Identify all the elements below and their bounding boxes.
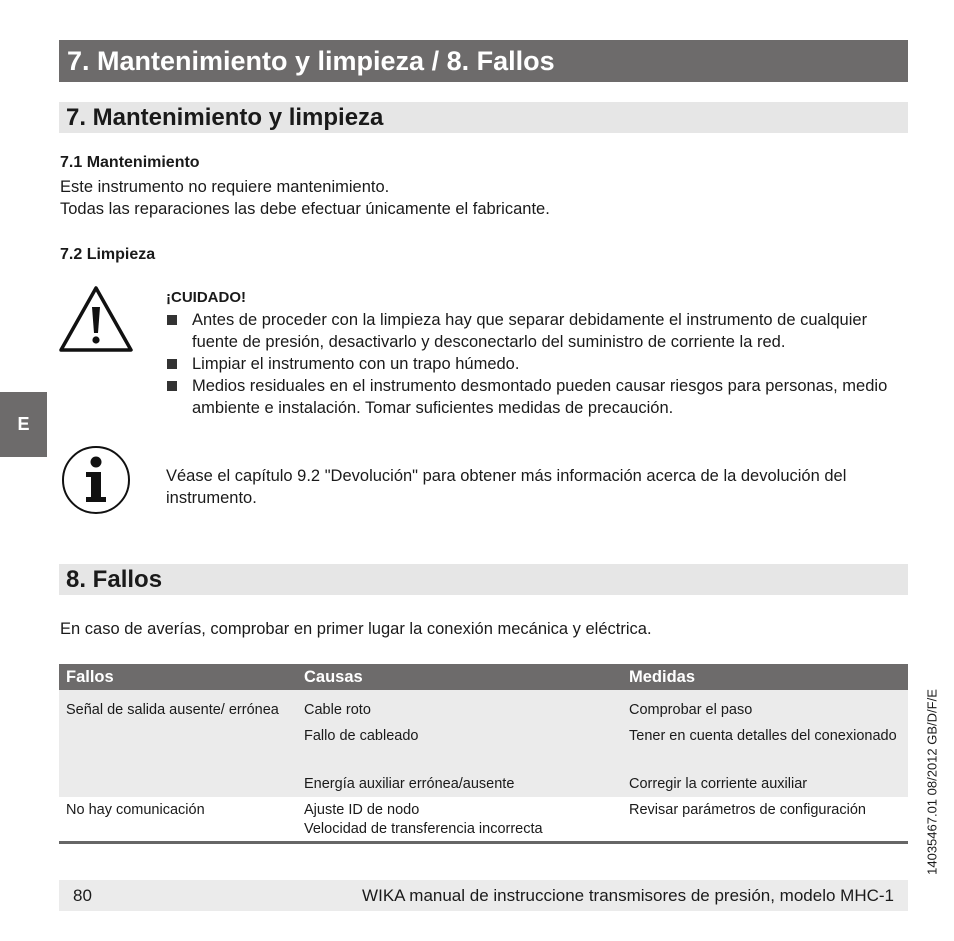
language-tab: E xyxy=(0,392,47,457)
measure-cell: Corregir la corriente auxiliar xyxy=(629,776,808,792)
page-number: 80 xyxy=(73,886,92,905)
list-item: Limpiar el instrumento con un trapo húmedo. xyxy=(166,353,906,375)
measure-cell: Comprobar el paso xyxy=(629,702,753,718)
list-item: Medios residuales en el instrumento desmontado pueden causar riesgos para personas, medio ambiente e instalación. Tomar suficientes medidas de precaución. xyxy=(166,375,906,419)
maintenance-line-1: Este instrumento no requiere mantenimiento. xyxy=(60,178,390,196)
header-causas: Causas xyxy=(297,664,622,690)
faults-table xyxy=(59,664,908,844)
info-note-text: Véase el capítulo 9.2 "Devolución" para obtener más información acerca de la devolución del instrumento. xyxy=(166,467,847,507)
faults-intro: En caso de averías, comprobar en primer lugar la conexión mecánica y eléctrica. xyxy=(60,620,652,638)
cause-line: Ajuste ID de nodo xyxy=(304,802,420,818)
maintenance-text xyxy=(60,176,550,220)
measure-cell: Tener en cuenta detalles del conexionado xyxy=(629,728,897,744)
section-7-title: 7. Mantenimiento y limpieza xyxy=(59,102,908,133)
table-row xyxy=(59,797,908,843)
page-title: 7. Mantenimiento y limpieza / 8. Fallos xyxy=(59,40,908,82)
fault-cell: No hay comunicación xyxy=(66,802,205,818)
document-code-text: 14035467.01 08/2012 GB/D/F/E xyxy=(924,689,940,875)
page-footer xyxy=(59,880,908,911)
bullet-square-icon xyxy=(167,315,177,325)
cause-cell xyxy=(297,797,622,843)
cause-cell: Energía auxiliar errónea/ausente xyxy=(304,776,515,792)
maintenance-line-2: Todas las reparaciones las debe efectuar únicamente el fabricante. xyxy=(60,200,550,218)
cause-line: Velocidad de transferencia incorrecta xyxy=(304,821,543,837)
table-row xyxy=(59,690,908,727)
caution-heading: ¡CUIDADO! xyxy=(166,289,246,306)
bullet-square-icon xyxy=(167,381,177,391)
caution-list xyxy=(166,309,906,419)
document-code xyxy=(920,682,944,882)
header-fallos: Fallos xyxy=(59,664,297,690)
table-header-row xyxy=(59,664,908,690)
warning-triangle-icon xyxy=(59,285,133,353)
cause-cell: Fallo de cableado xyxy=(304,728,419,744)
bullet-square-icon xyxy=(167,359,177,369)
subsection-7-1-title: 7.1 Mantenimiento xyxy=(60,154,200,171)
caution-block xyxy=(166,288,906,419)
list-item: Antes de proceder con la limpieza hay que separar debidamente el instrumento de cualquier fuente de presión, desactivarlo y desconectarlo del suministro de corriente la red. xyxy=(166,309,906,353)
info-circle-icon xyxy=(61,445,131,515)
measure-cell: Revisar parámetros de configuración xyxy=(629,802,866,818)
footer-text: WIKA manual de instruccione transmisores de presión, modelo MHC-1 xyxy=(362,886,894,905)
subsection-7-2-title: 7.2 Limpieza xyxy=(60,246,156,263)
fault-cell: Señal de salida ausente/ errónea xyxy=(66,702,279,718)
header-medidas: Medidas xyxy=(622,664,908,690)
cause-cell: Cable roto xyxy=(304,702,371,718)
section-8-title: 8. Fallos xyxy=(59,564,908,595)
